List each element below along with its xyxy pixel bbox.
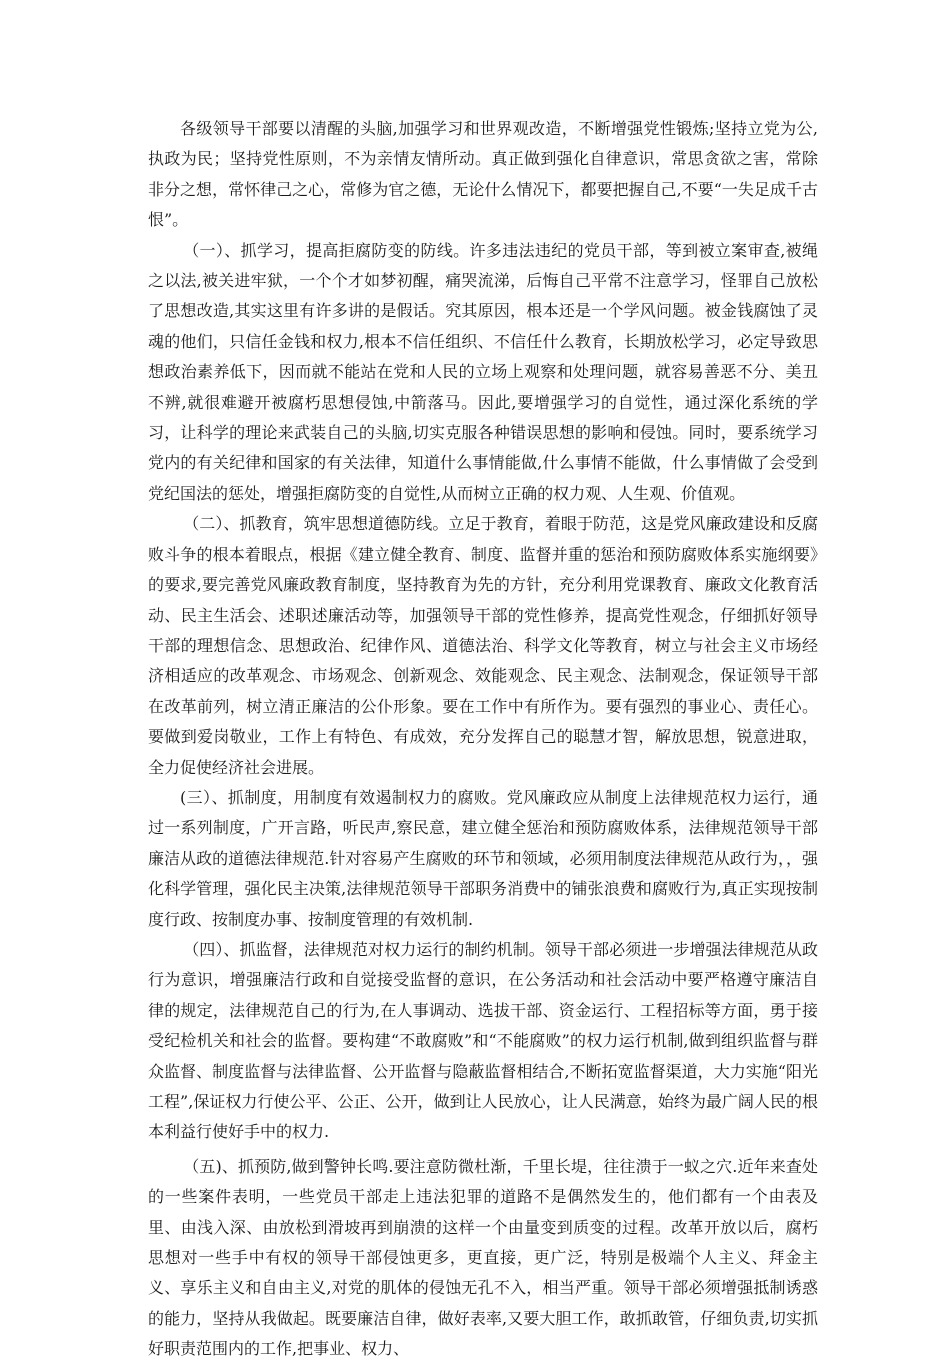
paragraph-education: （二）、抓教育，筑牢思想道德防线。立足于教育，着眼于防范，这是党风廉政建设和反腐败斗争的根本着眼点，根据《建立健全教育、制度、监督并重的惩治和预防腐败体系实施纲要》的要求,要完善党风廉政教育制度，坚持教育为先的方针，充分利用党课教育、廉政文化教育活动、民主生活会、述职述廉活动等，加强领导干部的党性修养，提高党性观念，仔细抓好领导干部的理想信念、思想政治、纪律作风、道德法治、科学文化等教育，树立与社会主义市场经济相适应的改革观念、市场观念、创新观念、效能观念、民主观念、法制观念，保证领导干部在改革前列，树立清正廉洁的公仆形象。要在工作中有所作为。要有强烈的事业心、责任心。要做到爱岗敬业，工作上有特色、有成效，充分发挥自己的聪慧才智，解放思想，锐意进取，全力促使经济社会进展。 — [148, 514, 818, 777]
document-page — [148, 114, 818, 1365]
paragraph-prevention: （五)、抓预防,做到警钟长鸣.要注意防微杜渐，千里长堤，往往溃于一蚁之穴.近年来查处的一些案件表明，一些党员干部走上违法犯罪的道路不是偶然发生的，他们都有一个由表及里、由浅入深、由放松到滑坡再到崩溃的这样一个由量变到质变的过程。改革开放以后，腐朽思想对一些手中有权的领导干部侵蚀更多，更直接，更广泛，特别是极端个人主义、拜金主义、享乐主义和自由主义,对党的肌体的侵蚀无孔不入，相当严重。领导干部必须增强抵制诱惑的能力，坚持从我做起。既要廉洁自律，做好表率,又要大胆工作，敢抓敢管，仔细负责,切实抓好职责范围内的工作,把事业、权力、 — [148, 1156, 818, 1359]
paragraph-intro: 各级领导干部要以清醒的头脑,加强学习和世界观改造，不断增强党性锻炼;坚持立党为公,执政为民；坚持党性原则，不为亲情友情所动。真正做到强化自律意识，常思贪欲之害，常除非分之想，常怀律己之心，常修为官之德，无论什么情况下，都要把握自己,不要“一失足成千古恨”。 — [148, 119, 818, 230]
paragraph-study: （一）、抓学习，提高拒腐防变的防线。许多违法违纪的党员干部，等到被立案审查,被绳之以法,被关进牢狱，一个个才如梦初醒，痛哭流涕，后悔自己平常不注意学习，怪罪自己放松了思想改造,其实这里有许多讲的是假话。究其原因，根本还是一个学风问题。被金钱腐蚀了灵魂的他们，只信任金钱和权力,根本不信任组织、不信任什么教育，长期放松学习，必定导致思想政治素养低下，因而就不能站在党和人民的立场上观察和处理问题，就容易善恶不分、美丑不辨,就很难避开被腐朽思想侵蚀,中箭落马。因此,要增强学习的自觉性，通过深化系统的学习，让科学的理论来武装自己的头脑,切实克服各种错误思想的影响和侵蚀。同时，要系统学习党内的有关纪律和国家的有关法律，知道什么事情能做,什么事情不能做，什么事情做了会受到党纪国法的惩处，增强拒腐防变的自觉性,从而树立正确的权力观、人生观、价值观。 — [148, 240, 818, 503]
paragraph-supervision: （四）、抓监督，法律规范对权力运行的制约机制。领导干部必须进一步增强法律规范从政行为意识，增强廉洁行政和自觉接受监督的意识，在公务活动和社会活动中要严格遵守廉洁自律的规定，法律规范自己的行为,在人事调动、选拔干部、资金运行、工程招标等方面，勇于接受纪检机关和社会的监督。要构建“不敢腐败”和“不能腐败”的权力运行机制,做到组织监督与群众监督、制度监督与法律监督、公开监督与隐蔽监督相结合,不断拓宽监督渠道，大力实施“阳光工程”,保证权力行使公平、公正、公开，做到让人民放心，让人民满意，始终为最广阔人民的根本利益行使好手中的权力. — [148, 939, 818, 1142]
paragraph-system: (三）、抓制度，用制度有效遏制权力的腐败。党风廉政应从制度上法律规范权力运行，通过一系列制度，广开言路，听民声,察民意，建立健全惩治和预防腐败体系，法律规范领导干部廉洁从政的道德法律规范.针对容易产生腐败的环节和领域，必须用制度法律规范从政行为，，强化科学管理，强化民主决策,法律规范领导干部职务消费中的铺张浪费和腐败行为,真正实现按制度行政、按制度办事、按制度管理的有效机制. — [148, 787, 818, 929]
